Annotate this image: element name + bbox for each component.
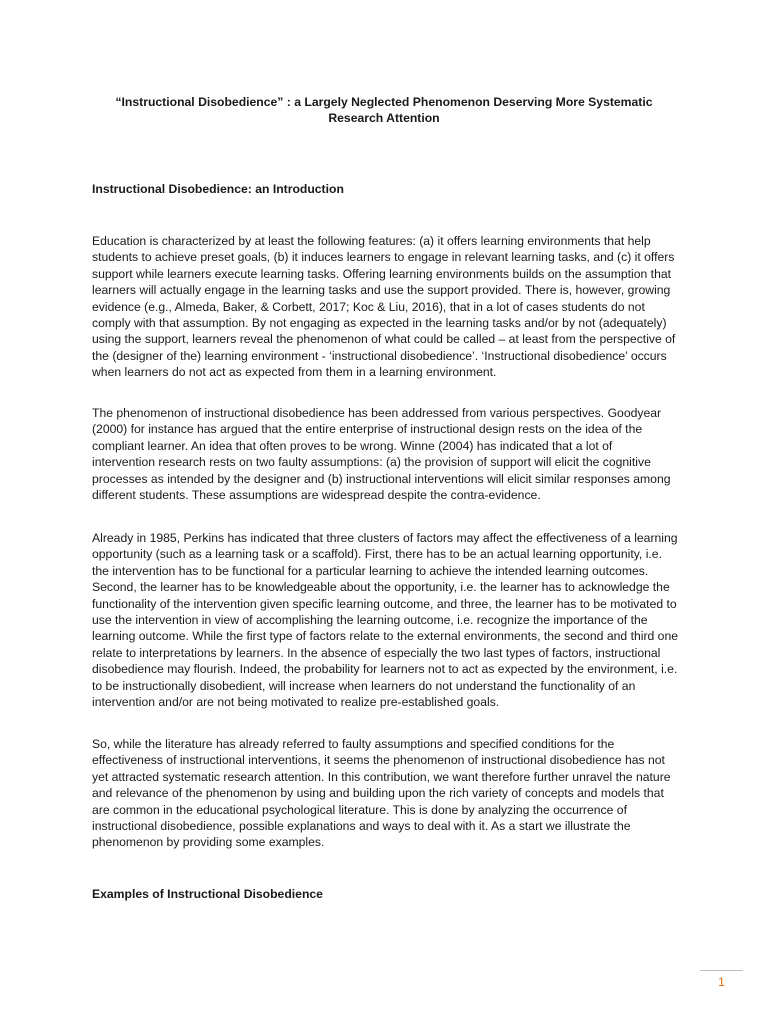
footer-divider: [700, 970, 743, 971]
paper-title-line-2: Research Attention: [328, 111, 440, 126]
section-heading-examples: Examples of Instructional Disobedience: [92, 887, 323, 901]
paragraph-1: Education is characterized by at least the following features: (a) it offers learning environments that help students to achieve preset goals, (b) it induces learners to engage in relevant learning tasks, and (c) it offers support while learners execute learning tasks. Offering learning environments builds on the assumption that learners will actually engage in the learning tasks and use the support provided. There is, however, growing evidence (e.g., Almeda, Baker, & Corbett, 2017; Koc & Liu, 2016), that in a lot of cases students do not comply with that assumption. By not engaging as expected in the learning tasks and/or by not (adequately) using the support, learners reveal the phenomenon of what could be called – at least from the perspective of the (designer of the) learning environment - ‘instructional disobedience’. ‘Instructional disobedience’ occurs when learners do not act as expected from them in a learning environment.: [92, 234, 676, 380]
page-number: 1: [718, 975, 725, 989]
section-heading-introduction: Instructional Disobedience: an Introduction: [92, 182, 344, 196]
paper-title-line-1: “Instructional Disobedience” : a Largely Neglected Phenomenon Deserving More Systematic: [115, 95, 653, 110]
paragraph-4: So, while the literature has already referred to faulty assumptions and specified conditions for the effectiveness of instructional interventions, it seems the phenomenon of instructional disobedience has not yet attracted systematic research attention. In this contribution, we want therefore further unravel the nature and relevance of the phenomenon by using and building upon the rich variety of concepts and models that are common in the educational psychological literature. This is done by analyzing the occurrence of instructional disobedience, possible explanations and ways to deal with it. As a start we illustrate the phenomenon by providing some examples.: [92, 737, 671, 850]
paragraph-3: Already in 1985, Perkins has indicated that three clusters of factors may affect the effectiveness of a learning opportunity (such as a learning task or a scaffold). First, there has to be an actual learning opportunity, i.e. the intervention has to be functional for a particular learning to achieve the intended learning outcomes. Second, the learner has to be knowledgeable about the opportunity, i.e. the learner has to acknowledge the functionality of the intervention given specific learning outcome, and three, the learner has to be motivated to use the intervention in view of accomplishing the learning outcome, i.e. recognize the importance of the learning outcome. While the first type of factors relate to the external environments, the second and third one relate to interpretations by learners. In the absence of especially the two last types of factors, instructional disobedience may flourish. Indeed, the probability for learners not to act as expected by the environment, i.e. to be instructionally disobedient, will increase when learners do not understand the functionality of an intervention and/or are not being motivated to realize pre-established goals.: [92, 531, 678, 710]
paper-title: [92, 94, 676, 126]
paragraph-2: The phenomenon of instructional disobedience has been addressed from various perspectives. Goodyear (2000) for instance has argued that the entire enterprise of instructional design rests on the idea of the compliant learner. An idea that often proves to be wrong. Winne (2004) has indicated that a lot of intervention research rests on two faulty assumptions: (a) the provision of support will elicit the cognitive processes as intended by the designer and (b) instructional interventions will elicit similar responses among different students. These assumptions are widespread despite the contra-evidence.: [92, 406, 671, 503]
